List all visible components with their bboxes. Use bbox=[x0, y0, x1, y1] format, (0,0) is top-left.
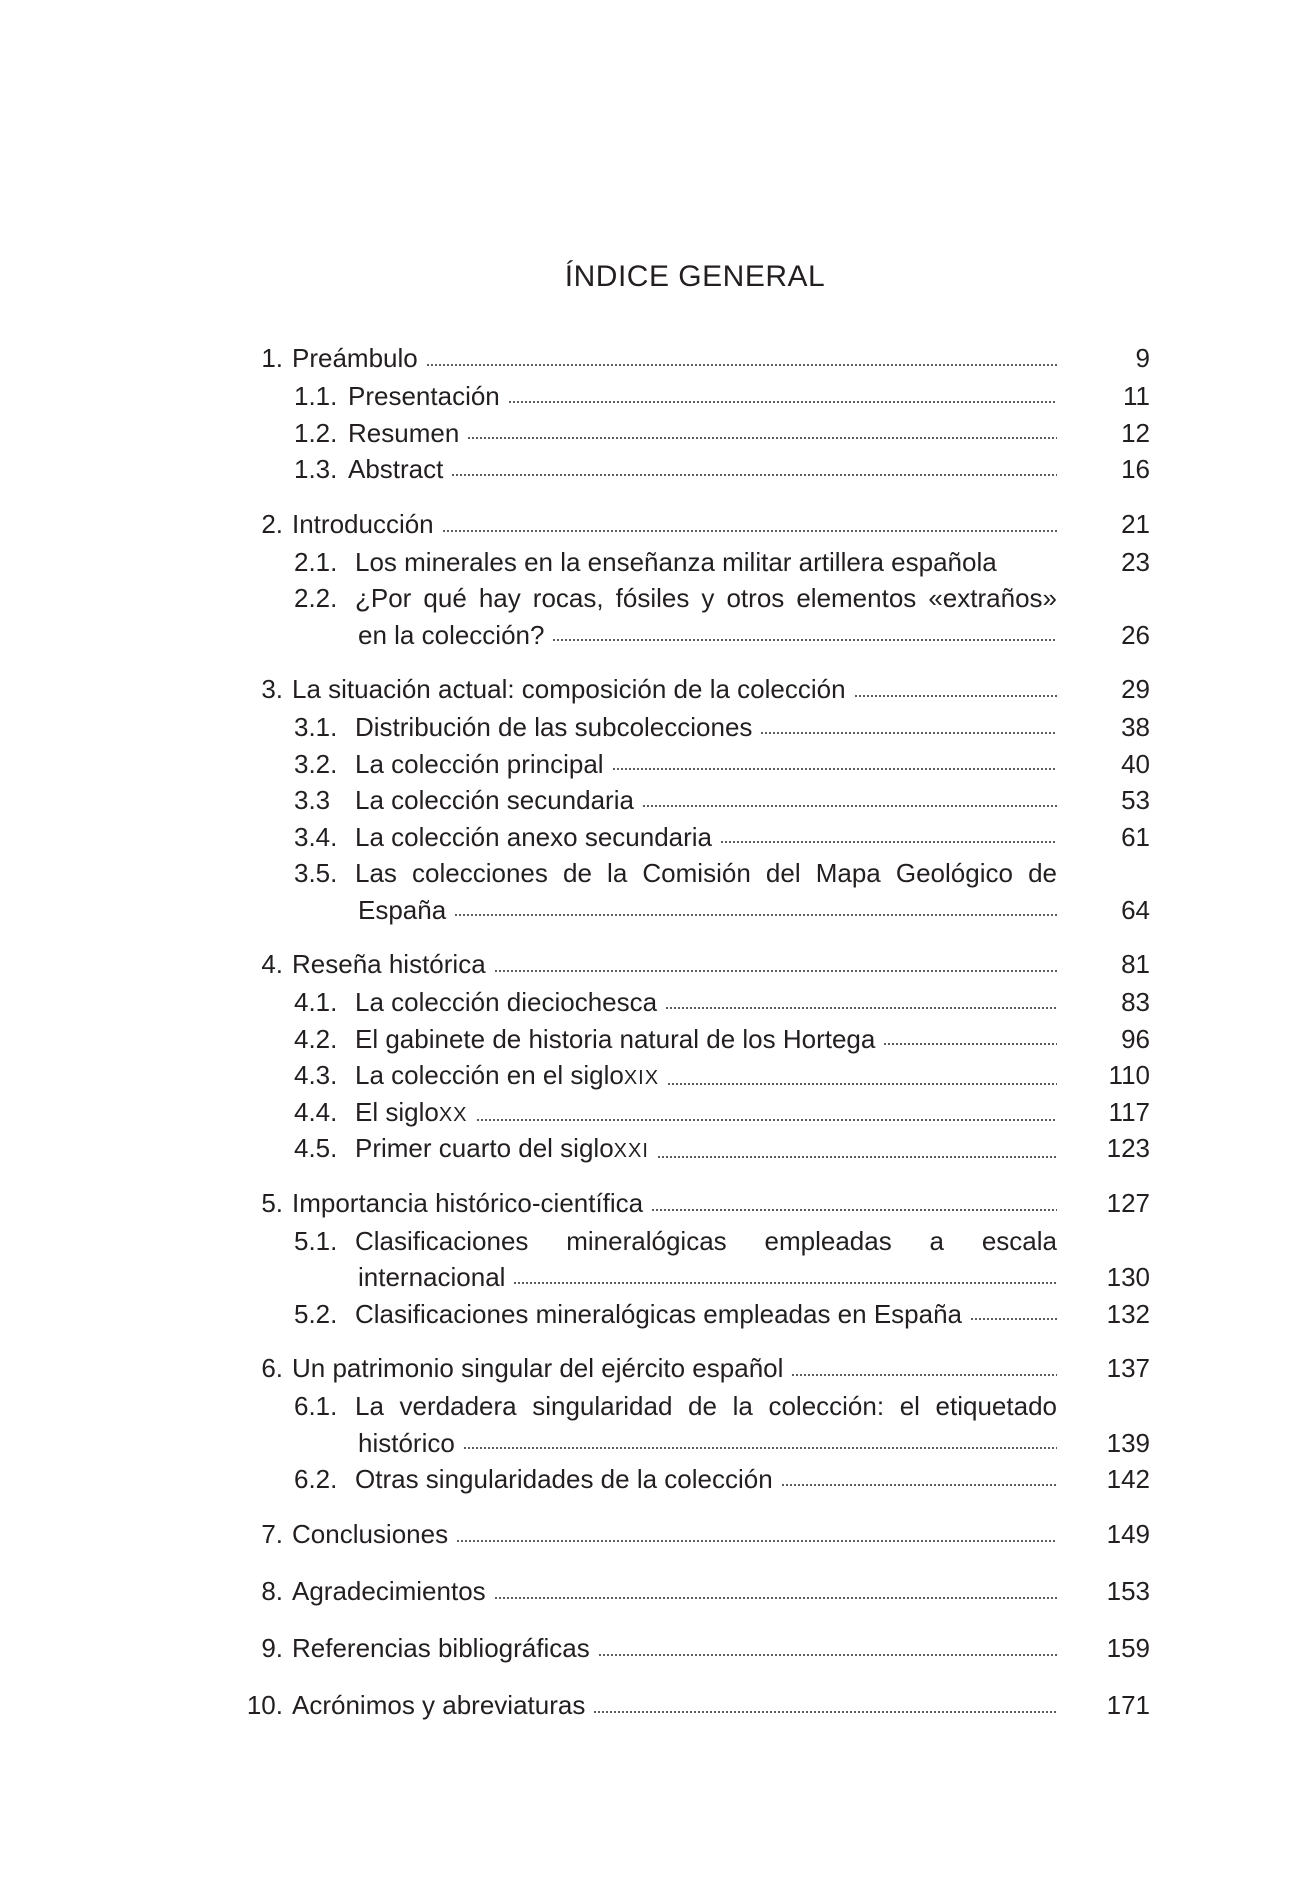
subentry-title: Presentación bbox=[348, 381, 500, 411]
subentry-title-wrap bbox=[355, 746, 1057, 783]
subentry-page: 132 bbox=[1106, 1298, 1150, 1329]
dot-leader bbox=[781, 1483, 1057, 1489]
subentry-title: Clasificaciones mineralógicas empleadas a escala bbox=[355, 1225, 1057, 1256]
dot-leader bbox=[642, 804, 1057, 810]
subentry-title: El gabinete de historia natural de los Hortega bbox=[355, 1023, 876, 1054]
subentry-number: 1.2. bbox=[294, 417, 338, 448]
toc-entry[interactable] bbox=[0, 669, 1312, 709]
entry-number: 5. bbox=[261, 1187, 283, 1218]
dot-leader bbox=[612, 767, 1057, 773]
dot-leader bbox=[760, 731, 1057, 737]
toc-subentry[interactable] bbox=[0, 1057, 1312, 1094]
toc-entry[interactable] bbox=[0, 1628, 1312, 1668]
dot-leader bbox=[508, 400, 1057, 406]
toc-subentry[interactable] bbox=[0, 1094, 1312, 1131]
dot-leader bbox=[442, 529, 1057, 535]
subentry-number: 6.1. bbox=[294, 1391, 338, 1421]
subentry-number: 1.1. bbox=[294, 381, 338, 411]
toc-section bbox=[0, 1628, 1312, 1668]
subentry-title: Abstract bbox=[348, 454, 444, 484]
dot-leader bbox=[657, 1155, 1057, 1161]
entry-title: Preámbulo bbox=[292, 343, 418, 373]
subentry-number: 4.1. bbox=[294, 987, 338, 1017]
subentry-number: 4.4. bbox=[294, 1096, 338, 1127]
subentry-number: 4.3. bbox=[294, 1060, 338, 1090]
toc-section bbox=[0, 1685, 1312, 1725]
subentry-title-wrap bbox=[355, 819, 1057, 856]
toc-entry[interactable] bbox=[0, 504, 1312, 544]
subentry-number: 3.4. bbox=[294, 821, 338, 852]
table-of-contents bbox=[0, 338, 1312, 1742]
toc-subentry[interactable] bbox=[0, 1461, 1312, 1498]
toc-entry[interactable] bbox=[0, 1685, 1312, 1725]
entry-number: 7. bbox=[261, 1518, 283, 1549]
dot-leader bbox=[667, 1082, 1057, 1088]
dot-leader bbox=[593, 1710, 1057, 1716]
entry-page: 171 bbox=[1106, 1689, 1150, 1720]
entry-page: 137 bbox=[1106, 1353, 1150, 1383]
entry-title: La situación actual: composición de la colección bbox=[292, 674, 846, 704]
toc-subentry-continuation[interactable] bbox=[0, 1425, 1312, 1462]
toc-subentry[interactable] bbox=[0, 819, 1312, 856]
entry-title: Introducción bbox=[292, 508, 434, 539]
dot-leader bbox=[791, 1373, 1057, 1379]
subentry-title-wrap bbox=[355, 580, 1057, 617]
entry-title-wrap bbox=[292, 1685, 1057, 1725]
subentry-title: La colección anexo secundaria bbox=[355, 821, 713, 852]
subentry-title-wrap bbox=[355, 1021, 1057, 1058]
toc-entry[interactable] bbox=[0, 1348, 1312, 1388]
subentry-title: La colección secundaria bbox=[355, 785, 634, 815]
subentry-number: 3.3 bbox=[294, 785, 331, 815]
subentry-page: 23 bbox=[1121, 546, 1150, 577]
toc-subentry[interactable] bbox=[0, 1021, 1312, 1058]
subentry-title: La verdadera singularidad de la colección: el etiquetado bbox=[355, 1391, 1057, 1421]
subentry-page: 123 bbox=[1106, 1133, 1150, 1163]
dot-leader bbox=[598, 1653, 1057, 1659]
entry-title: Un patrimonio singular del ejército español bbox=[292, 1353, 784, 1383]
toc-section bbox=[0, 504, 1312, 654]
toc-subentry[interactable] bbox=[0, 782, 1312, 819]
entry-page: 149 bbox=[1106, 1518, 1150, 1549]
subentry-page: 96 bbox=[1121, 1023, 1150, 1054]
subentry-title: Otras singularidades de la colección bbox=[355, 1464, 773, 1494]
dot-leader bbox=[665, 1006, 1057, 1012]
dot-leader bbox=[970, 1317, 1057, 1323]
subentry-number: 3.1. bbox=[294, 712, 338, 742]
subentry-title: Las colecciones de la Comisión del Mapa Geológico de bbox=[355, 858, 1057, 888]
entry-title-wrap bbox=[292, 1514, 1057, 1554]
subentry-title-wrap bbox=[355, 1057, 1057, 1097]
dot-leader bbox=[451, 473, 1057, 479]
entry-title: Acrónimos y abreviaturas bbox=[292, 1689, 586, 1720]
entry-title-wrap bbox=[292, 1571, 1057, 1611]
subentry-title: La colección en el siglo bbox=[355, 1060, 624, 1090]
dot-leader bbox=[463, 1446, 1057, 1452]
subentry-title-wrap bbox=[348, 415, 1057, 452]
entry-number: 2. bbox=[261, 508, 283, 539]
subentry-title-wrap bbox=[358, 892, 1057, 929]
page-title: ÍNDICE GENERAL bbox=[564, 260, 826, 294]
entry-title-wrap bbox=[292, 1348, 1057, 1388]
toc-subentry-continuation[interactable] bbox=[0, 892, 1312, 929]
toc-subentry-continuation[interactable] bbox=[0, 1259, 1312, 1296]
subentry-title-wrap bbox=[355, 782, 1057, 819]
entry-number: 4. bbox=[261, 949, 283, 979]
subentry-title: El siglo bbox=[355, 1096, 439, 1127]
entry-title: Importancia histórico-científica bbox=[292, 1187, 644, 1218]
subentry-title: Clasificaciones mineralógicas empleadas en España bbox=[355, 1298, 963, 1329]
entry-number: 6. bbox=[261, 1353, 283, 1383]
subentry-page: 142 bbox=[1106, 1464, 1150, 1494]
toc-subentry[interactable] bbox=[0, 1296, 1312, 1333]
subentry-title-wrap bbox=[358, 1425, 1057, 1462]
subentry-title: Primer cuarto del siglo bbox=[355, 1133, 614, 1163]
subentry-page: 130 bbox=[1106, 1262, 1150, 1292]
subentry-title: Resumen bbox=[348, 417, 460, 448]
entry-page: 81 bbox=[1121, 949, 1150, 979]
subentry-number: 6.2. bbox=[294, 1464, 338, 1494]
toc-entry[interactable] bbox=[0, 1571, 1312, 1611]
subentry-title-continued: en la colección? bbox=[358, 619, 545, 650]
subentry-title-continued: España bbox=[358, 894, 447, 925]
subentry-number: 4.5. bbox=[294, 1133, 338, 1163]
subentry-title-wrap bbox=[355, 1223, 1057, 1260]
dot-leader bbox=[513, 1281, 1057, 1287]
subentry-page: 64 bbox=[1121, 894, 1150, 925]
toc-section bbox=[0, 669, 1312, 928]
subentry-page: 110 bbox=[1108, 1060, 1150, 1090]
subentry-number: 3.5. bbox=[294, 858, 338, 888]
subentry-title-smallcaps: XX bbox=[438, 1103, 468, 1126]
subentry-title-wrap bbox=[358, 1259, 1057, 1296]
entry-number: 3. bbox=[261, 674, 283, 704]
subentry-page: 16 bbox=[1121, 454, 1150, 484]
dot-leader bbox=[651, 1208, 1057, 1214]
subentry-title-wrap bbox=[355, 1094, 1057, 1134]
subentry-number: 2.1. bbox=[294, 546, 338, 577]
subentry-title-wrap bbox=[355, 984, 1057, 1021]
entry-title-wrap bbox=[292, 1628, 1057, 1668]
subentry-title-wrap bbox=[355, 1388, 1057, 1425]
toc-entry[interactable] bbox=[0, 1183, 1312, 1223]
subentry-title: ¿Por qué hay rocas, fósiles y otros elementos «extraños» bbox=[355, 583, 1057, 613]
toc-entry[interactable] bbox=[0, 338, 1312, 378]
subentry-title-wrap bbox=[355, 1296, 1057, 1333]
subentry-title-wrap bbox=[348, 451, 1057, 488]
subentry-title: Distribución de las subcolecciones bbox=[355, 712, 753, 742]
subentry-title-wrap bbox=[355, 1130, 1057, 1170]
entry-title-wrap bbox=[292, 669, 1057, 709]
dot-leader bbox=[552, 638, 1057, 644]
toc-subentry[interactable] bbox=[0, 709, 1312, 746]
subentry-page: 26 bbox=[1121, 619, 1150, 650]
subentry-page: 11 bbox=[1123, 381, 1150, 411]
dot-leader bbox=[883, 1042, 1057, 1048]
subentry-page: 53 bbox=[1121, 785, 1150, 815]
toc-subentry[interactable] bbox=[0, 378, 1312, 415]
entry-title: Conclusiones bbox=[292, 1518, 449, 1549]
subentry-page: 139 bbox=[1106, 1427, 1150, 1458]
subentry-page: 117 bbox=[1108, 1096, 1150, 1127]
entry-number: 10. bbox=[246, 1689, 283, 1720]
subentry-title-smallcaps: XIX bbox=[623, 1067, 660, 1089]
subentry-title: Los minerales en la enseñanza militar artillera española bbox=[355, 546, 997, 577]
entry-number: 1. bbox=[261, 343, 283, 373]
toc-section bbox=[0, 338, 1312, 488]
toc-entry[interactable] bbox=[0, 1514, 1312, 1554]
entry-title-wrap bbox=[292, 1183, 1057, 1223]
subentry-number: 5.1. bbox=[294, 1225, 338, 1256]
dot-leader bbox=[854, 694, 1057, 700]
toc-subentry[interactable] bbox=[0, 855, 1312, 892]
subentry-page: 61 bbox=[1121, 821, 1150, 852]
subentry-number: 5.2. bbox=[294, 1298, 338, 1329]
entry-number: 8. bbox=[261, 1575, 283, 1606]
subentry-title-continued: histórico bbox=[358, 1427, 455, 1458]
subentry-title-wrap bbox=[355, 1461, 1057, 1498]
dot-leader bbox=[476, 1118, 1057, 1124]
dot-leader bbox=[467, 436, 1057, 442]
entry-number: 9. bbox=[261, 1632, 283, 1663]
subentry-number: 4.2. bbox=[294, 1023, 338, 1054]
toc-subentry-continuation[interactable] bbox=[0, 617, 1312, 654]
toc-subentry[interactable] bbox=[0, 984, 1312, 1021]
subentry-title: La colección principal bbox=[355, 748, 604, 779]
entry-title-wrap bbox=[292, 338, 1057, 378]
dot-leader bbox=[720, 840, 1057, 846]
toc-subentry[interactable] bbox=[0, 746, 1312, 783]
subentry-number: 2.2. bbox=[294, 583, 338, 613]
subentry-page: 38 bbox=[1121, 712, 1150, 742]
entry-title: Agradecimientos bbox=[292, 1575, 486, 1606]
toc-section bbox=[0, 1514, 1312, 1554]
subentry-page: 12 bbox=[1121, 417, 1150, 448]
entry-title: Reseña histórica bbox=[292, 949, 486, 979]
dot-leader bbox=[494, 1596, 1057, 1602]
subentry-page: 40 bbox=[1121, 748, 1150, 779]
toc-subentry[interactable] bbox=[0, 451, 1312, 488]
dot-leader bbox=[426, 363, 1057, 369]
toc-entry[interactable] bbox=[0, 944, 1312, 984]
entry-page: 153 bbox=[1106, 1575, 1150, 1606]
subentry-title-wrap bbox=[358, 617, 1057, 654]
toc-section bbox=[0, 1571, 1312, 1611]
entry-page: 159 bbox=[1106, 1632, 1150, 1663]
dot-leader bbox=[494, 969, 1057, 975]
entry-title-wrap bbox=[292, 944, 1057, 984]
subentry-page: 83 bbox=[1121, 987, 1150, 1017]
toc-subentry[interactable] bbox=[0, 1388, 1312, 1425]
toc-subentry[interactable] bbox=[0, 1130, 1312, 1167]
subentry-title-continued: internacional bbox=[358, 1262, 506, 1292]
entry-page: 9 bbox=[1135, 343, 1150, 373]
toc-subentry[interactable] bbox=[0, 1223, 1312, 1260]
subentry-title-wrap bbox=[355, 544, 1057, 581]
dot-leader bbox=[456, 1539, 1057, 1545]
toc-section bbox=[0, 1183, 1312, 1333]
entry-page: 21 bbox=[1121, 508, 1150, 539]
subentry-title-wrap bbox=[355, 855, 1057, 892]
subentry-number: 3.2. bbox=[294, 748, 338, 779]
subentry-title-wrap bbox=[355, 709, 1057, 746]
subentry-title-wrap bbox=[348, 378, 1057, 415]
entry-title-wrap bbox=[292, 504, 1057, 544]
toc-subentry[interactable] bbox=[0, 544, 1312, 581]
subentry-number: 1.3. bbox=[294, 454, 338, 484]
toc-subentry[interactable] bbox=[0, 580, 1312, 617]
toc-subentry[interactable] bbox=[0, 415, 1312, 452]
dot-leader bbox=[454, 913, 1057, 919]
toc-section bbox=[0, 1348, 1312, 1498]
toc-section bbox=[0, 944, 1312, 1167]
entry-title: Referencias bibliográficas bbox=[292, 1632, 590, 1663]
subentry-title: La colección dieciochesca bbox=[355, 987, 658, 1017]
entry-page: 29 bbox=[1121, 674, 1150, 704]
subentry-title-smallcaps: XXI bbox=[613, 1140, 649, 1162]
entry-page: 127 bbox=[1106, 1187, 1150, 1218]
